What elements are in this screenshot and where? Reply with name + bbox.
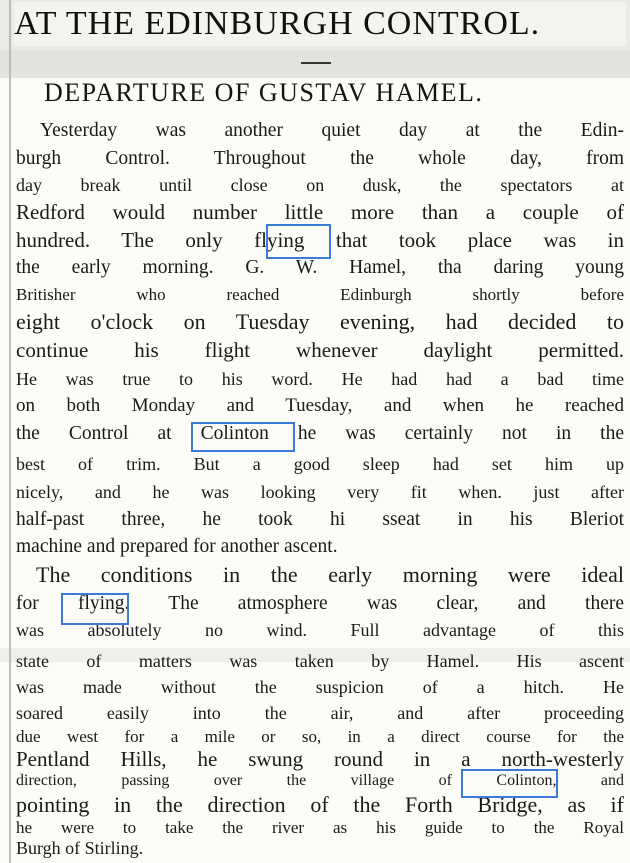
article-line: machine and prepared for another ascent. [16,536,338,557]
article-line: was made without the suspicion of a hitch. He [16,677,624,697]
article-line: eight o'clock on Tuesday evening, had decided to [16,309,624,334]
article-line: best of trim. But a good sleep had set him up [16,454,624,474]
article-line: for flying. The atmosphere was clear, and there [16,593,624,614]
article-line: the early morning. G. W. Hamel, tha daring young [16,257,624,278]
article-line: Britisher who reached Edinburgh shortly before [16,285,624,304]
article-line: on both Monday and Tuesday, and when he reached [16,395,624,416]
highlight-box-flying[interactable] [61,593,129,625]
headline: AT THE EDINBURGH CONTROL. [14,2,626,46]
article-line: nicely, and he was looking very fit when. just after [16,482,624,502]
article-line: the Control at Colinton he was certainly not in the [16,423,624,444]
article-line: The conditions in the early morning were ideal [36,562,624,587]
highlight-box-colinton[interactable] [191,422,295,452]
article-line: Redford would number little more than a couple of [16,200,624,224]
highlight-box-colinton[interactable] [461,769,558,798]
highlight-box-flying[interactable] [266,224,331,259]
article-line: He was true to his word. He had had a bad time [16,369,624,389]
article-line: day break until close on dusk, the spectators at [16,175,624,195]
subheadline: DEPARTURE OF GUSTAV HAMEL. [44,78,484,107]
article-line: was absolutely no wind. Full advantage of this [16,620,624,640]
article-line: hundred. The only flying that took place was in [16,228,624,252]
article-line: half-past three, he took hi sseat in his Bleriot [16,509,624,530]
article-line: direction, passing over the village of Colinton, and [16,772,624,789]
article-line: he were to take the river as his guide to the Royal [16,818,624,837]
article-line: due west for a mile or so, in a direct course for the [16,727,624,746]
article-line: continue his flight whenever daylight permitted. [16,338,624,362]
article-line: Burgh of Stirling. [16,838,144,858]
article-line: burgh Control. Throughout the whole day, from [16,148,624,169]
article-line: Pentland Hills, he swung round in a north-westerly [16,747,624,771]
article-line: pointing in the direction of the Forth Bridge, as if [16,792,624,817]
article-line: Yesterday was another quiet day at the Edin- [40,120,624,141]
article-line: state of matters was taken by Hamel. His ascent [16,651,624,671]
separator-dash [301,62,331,64]
article-line: soared easily into the air, and after proceeding [16,703,624,723]
column-rule [9,0,11,863]
